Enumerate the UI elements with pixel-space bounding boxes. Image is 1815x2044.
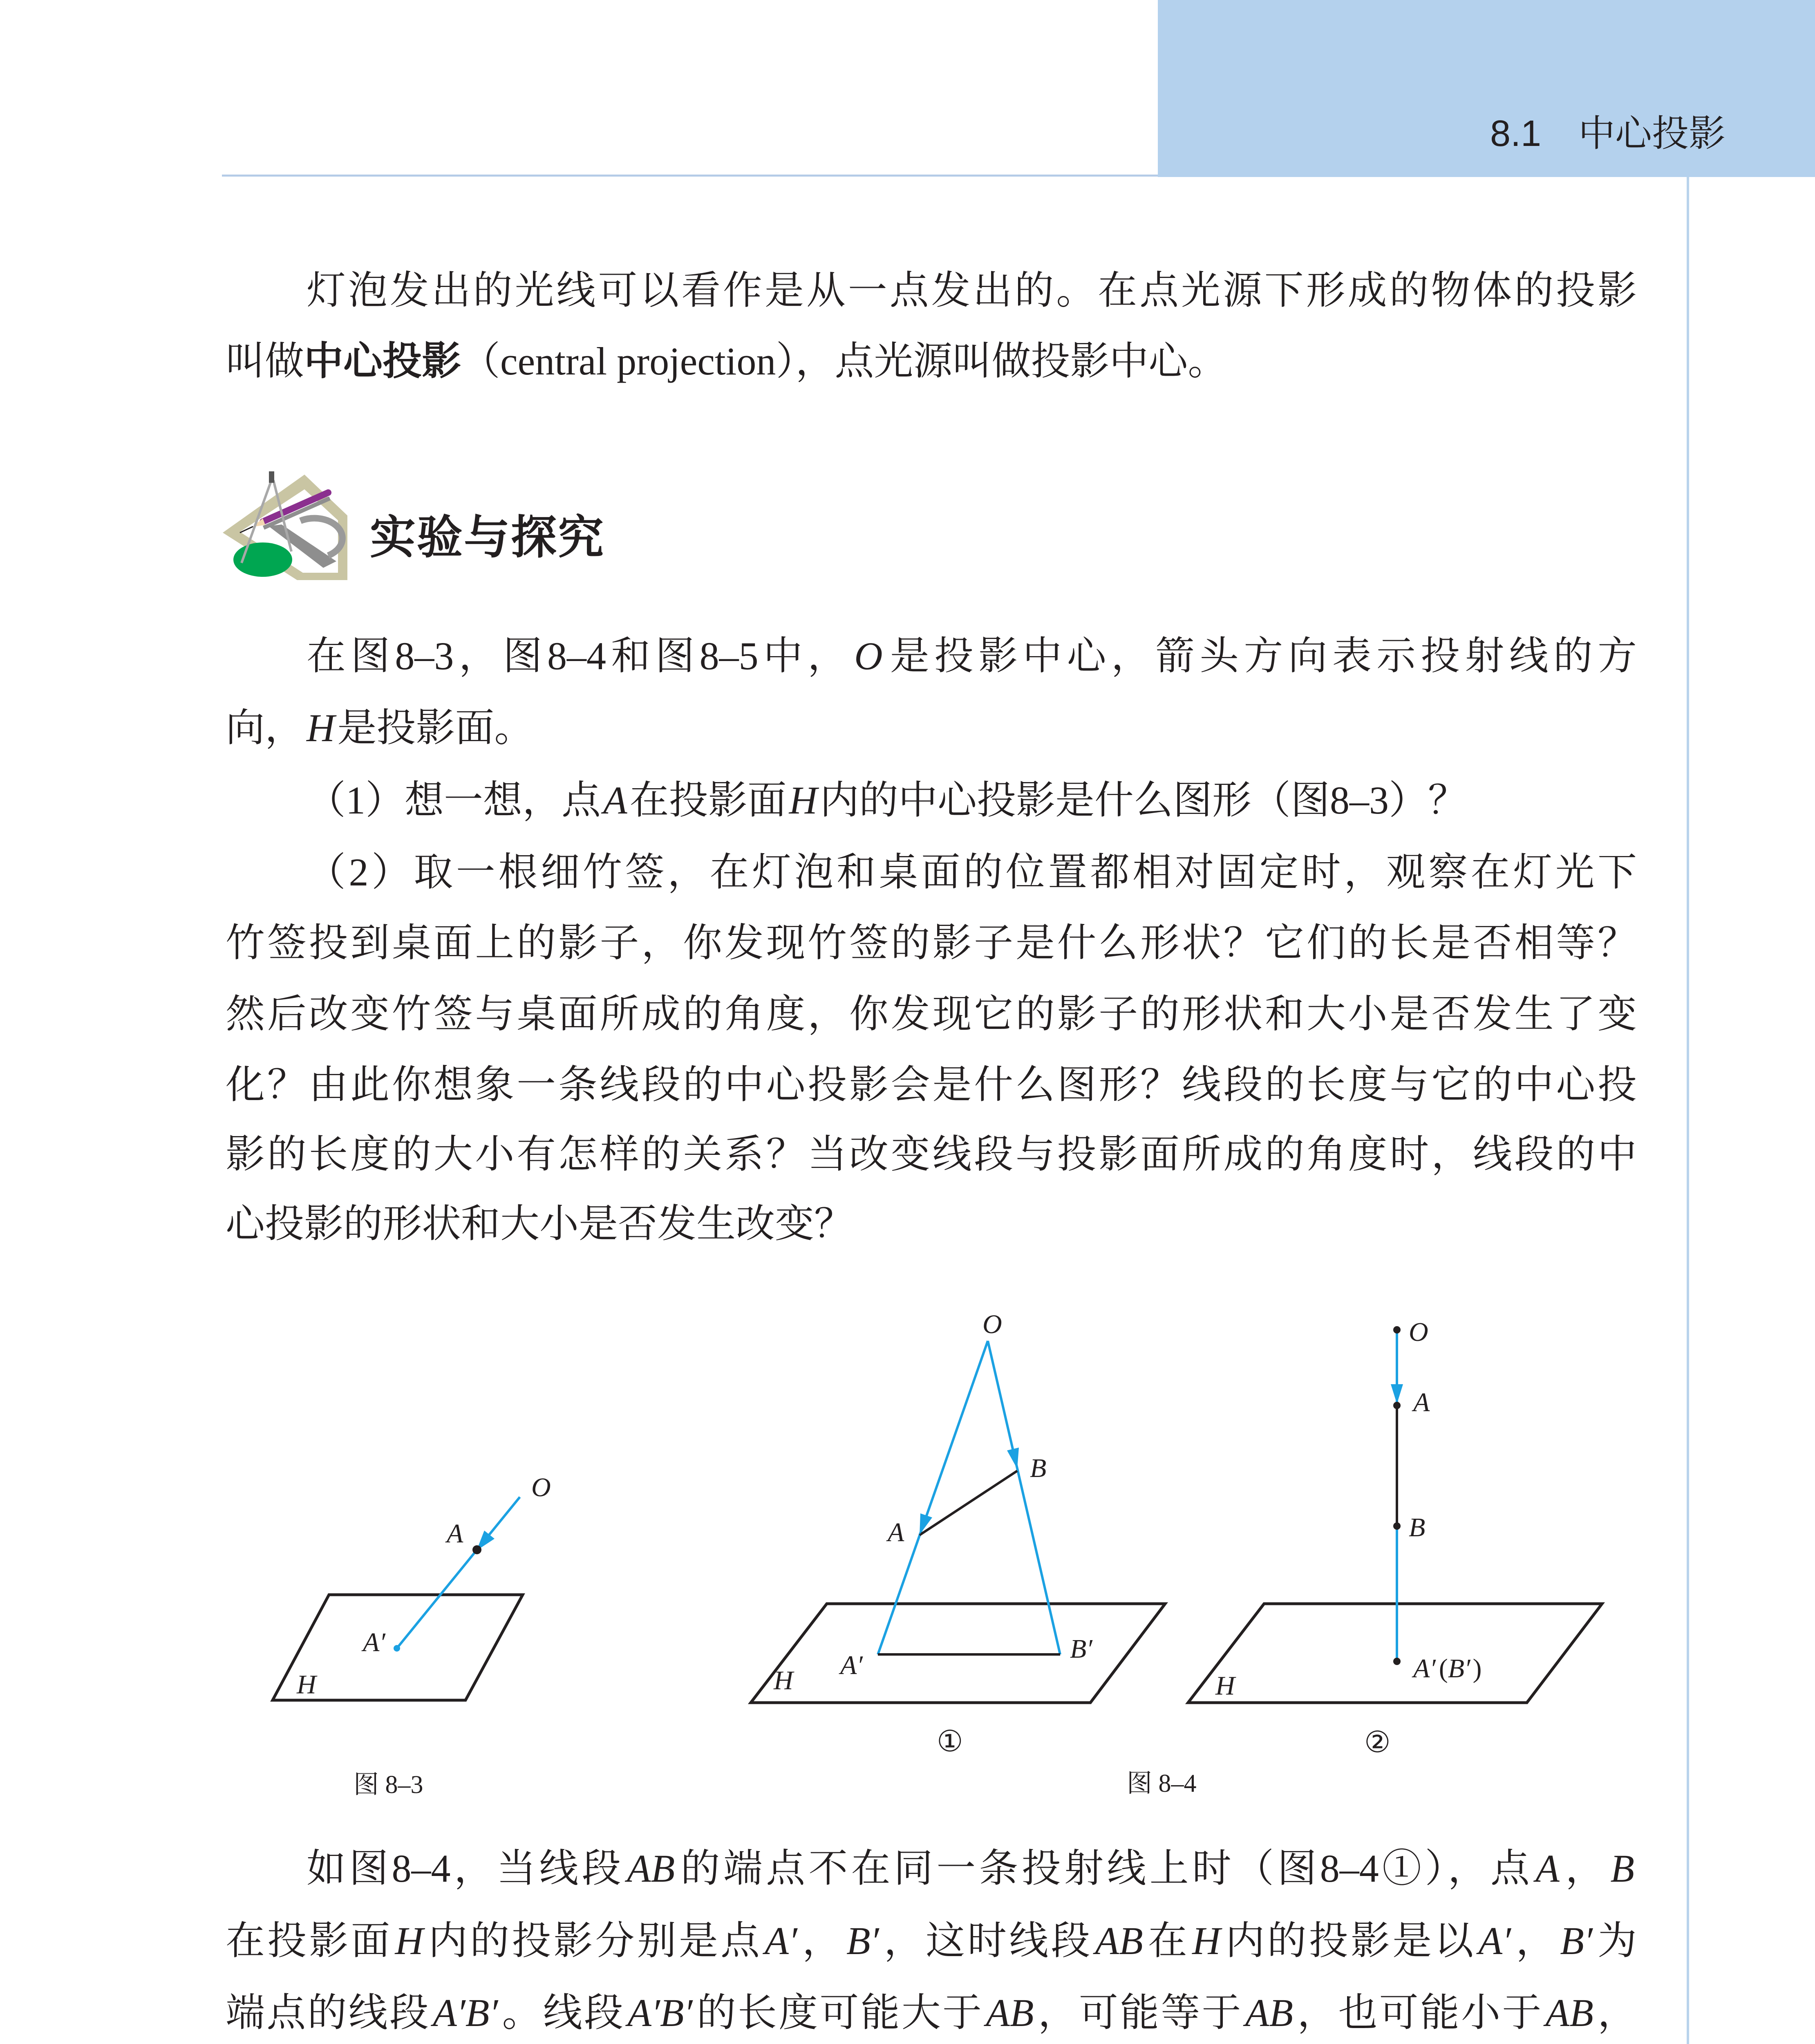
math-variable: H <box>1192 1919 1221 1963</box>
math-variable: AB <box>986 1991 1034 2035</box>
text-run: 如图8–4，当线段 <box>307 1847 624 1890</box>
text-run: ， <box>1596 1991 1637 2035</box>
margin-rule <box>1687 177 1689 2044</box>
projection-ray <box>397 1497 520 1648</box>
experiment-question-1 <box>307 780 1637 821</box>
text-run: 在 <box>1145 1919 1190 1963</box>
ray-arrowhead-b <box>1007 1448 1019 1469</box>
math-variable: H <box>395 1919 423 1963</box>
label-paren-close: ) <box>1473 1654 1482 1683</box>
label-a: A <box>447 1519 463 1549</box>
text-run: 然后改变竹签与桌面所成的角度，你发现它的影子的形状和大小是否发生了变 <box>226 992 1637 1036</box>
explanation-line <box>226 1992 1637 2033</box>
experiment-line <box>226 1134 1637 1175</box>
label-a-prime: A′ <box>363 1627 385 1657</box>
projection-plane <box>751 1604 1165 1703</box>
experiment-line <box>307 636 1637 677</box>
explanation-line <box>307 1848 1637 1889</box>
point-b <box>1393 1522 1401 1530</box>
text-run: 是投影面。 <box>337 706 534 750</box>
math-variable: AB <box>1545 1991 1593 2035</box>
math-variable: B′ <box>1560 1919 1593 1963</box>
projection-ray-b <box>988 1341 1060 1654</box>
text-run: 内的中心投影是什么图形（图8–3）？ <box>819 778 1467 822</box>
ray-arrowhead <box>1391 1384 1403 1404</box>
label-paren-open: ( <box>1439 1654 1448 1683</box>
math-variable: B <box>1610 1847 1634 1890</box>
label-a: A <box>888 1517 904 1547</box>
label-a: A <box>1413 1387 1430 1417</box>
math-variable: A <box>1535 1847 1560 1890</box>
label-o: O <box>982 1309 1002 1339</box>
point-a <box>1393 1402 1401 1409</box>
math-variable: A′B′ <box>627 1991 693 2035</box>
text-run: ， <box>799 1919 844 1963</box>
math-variable: A′ <box>1478 1919 1511 1963</box>
label-b-prime: B′ <box>1448 1654 1470 1683</box>
subfigure-marker: ② <box>1364 1725 1391 1759</box>
text-run: 竹签投到桌面上的影子，你发现竹签的影子是什么形状？它们的长是否相等？ <box>226 921 1637 965</box>
experiment-line <box>226 1204 1637 1244</box>
point-a-prime <box>1393 1658 1401 1665</box>
section-title: 中心投影 <box>1578 113 1725 154</box>
math-variable: H <box>307 706 335 750</box>
text-run: 向， <box>226 706 304 750</box>
math-variable: A′B′ <box>433 1991 498 2035</box>
point-o <box>1393 1326 1401 1334</box>
label-b: B <box>1409 1513 1426 1542</box>
header-rule <box>222 175 1158 177</box>
projection-ray-a <box>878 1341 988 1654</box>
key-term: 中心投影 <box>304 339 461 383</box>
text-run: 化？由此你想象一条线段的中心投影会是什么图形？线段的长度与它的中心投 <box>226 1063 1637 1107</box>
label-o: O <box>1409 1317 1428 1347</box>
math-variable: H <box>789 778 817 822</box>
text-run: 在图8–3，图8–4和图8–5中， <box>307 634 852 678</box>
intro-line <box>307 270 1637 311</box>
ray-arrowhead-a <box>920 1513 932 1535</box>
math-variable: AB <box>1095 1919 1143 1963</box>
label-b: B <box>1030 1453 1047 1483</box>
text-run: 叫做 <box>226 339 304 383</box>
label-o: O <box>531 1472 551 1502</box>
point-a-prime <box>394 1645 400 1652</box>
segment-ab <box>920 1471 1017 1535</box>
text-run: （central projection），点光源叫做投影中心。 <box>461 339 1227 383</box>
point-a <box>472 1545 481 1554</box>
text-run: （2）取一根细竹签，在灯泡和桌面的位置都相对固定时，观察在灯光下 <box>307 850 1637 894</box>
text-run: 是投影中心，箭头方向表示投射线的方 <box>885 634 1637 678</box>
text-run: ，也可能小于 <box>1296 1991 1543 2035</box>
experiment-line <box>226 708 1637 749</box>
math-variable: A′ <box>765 1919 797 1963</box>
text-run: 灯泡发出的光线可以看作是从一点发出的。在点光源下形成的物体的投影 <box>307 269 1637 312</box>
experiment-question-2 <box>307 852 1637 893</box>
text-run: ， <box>1562 1847 1608 1890</box>
math-variable: A <box>603 778 627 822</box>
label-b-prime: B′ <box>1070 1634 1092 1664</box>
label-h: H <box>774 1665 793 1695</box>
explanation-line <box>226 1921 1637 1961</box>
text-run: ，可能等于 <box>1036 1991 1243 2035</box>
text-run: 端点的线段 <box>226 1991 431 2035</box>
label-h: H <box>297 1670 316 1699</box>
text-run: 内的投影分别是点 <box>425 1919 763 1963</box>
text-run: 的长度可能大于 <box>695 1991 984 2035</box>
text-run: 的端点不在同一条投射线上时（图8–4①），点 <box>677 1847 1533 1890</box>
text-run: ，这时线段 <box>881 1919 1093 1963</box>
math-variable: O <box>854 634 883 678</box>
math-variable: B′ <box>846 1919 879 1963</box>
experiment-heading: 实验与探究 <box>370 512 605 563</box>
experiment-line <box>226 1065 1637 1105</box>
label-a-prime-b-prime <box>1412 1654 1482 1683</box>
text-run: 为 <box>1595 1919 1637 1963</box>
ray-arrowhead <box>477 1531 495 1551</box>
subfigure-marker: ① <box>937 1724 963 1758</box>
text-run: （1）想一想，点 <box>307 778 601 822</box>
text-run: 在投影面 <box>629 778 787 822</box>
label-a-prime: A′ <box>1413 1654 1436 1683</box>
section-number: 8.1 <box>1490 113 1542 154</box>
experiment-line <box>226 923 1637 964</box>
figure-8-3 <box>273 1472 551 1799</box>
figure-8-4-part-1 <box>751 1309 1165 1758</box>
figure-caption: 图 8–3 <box>354 1771 423 1799</box>
figure-8-4-part-2 <box>1188 1317 1602 1759</box>
compass-head <box>269 471 274 483</box>
math-variable: AB <box>1245 1991 1294 2035</box>
text-run: 在投影面 <box>226 1919 393 1963</box>
text-run: 。线段 <box>500 1991 625 2035</box>
math-variable: AB <box>627 1847 675 1890</box>
label-h: H <box>1215 1671 1235 1701</box>
text-run: ， <box>1513 1919 1558 1963</box>
figure-caption: 图 8–4 <box>1127 1770 1197 1797</box>
experiment-icon <box>223 471 347 580</box>
experiment-line <box>226 994 1637 1035</box>
projection-plane <box>273 1595 523 1700</box>
projection-plane <box>1188 1604 1602 1703</box>
text-run: 内的投影是以 <box>1223 1919 1476 1963</box>
text-run: 影的长度的大小有怎样的关系？当改变线段与投影面所成的角度时，线段的中 <box>226 1132 1637 1176</box>
intro-line <box>226 341 1637 382</box>
text-run: 心投影的形状和大小是否发生改变？ <box>226 1202 853 1246</box>
label-a-prime: A′ <box>840 1650 863 1680</box>
